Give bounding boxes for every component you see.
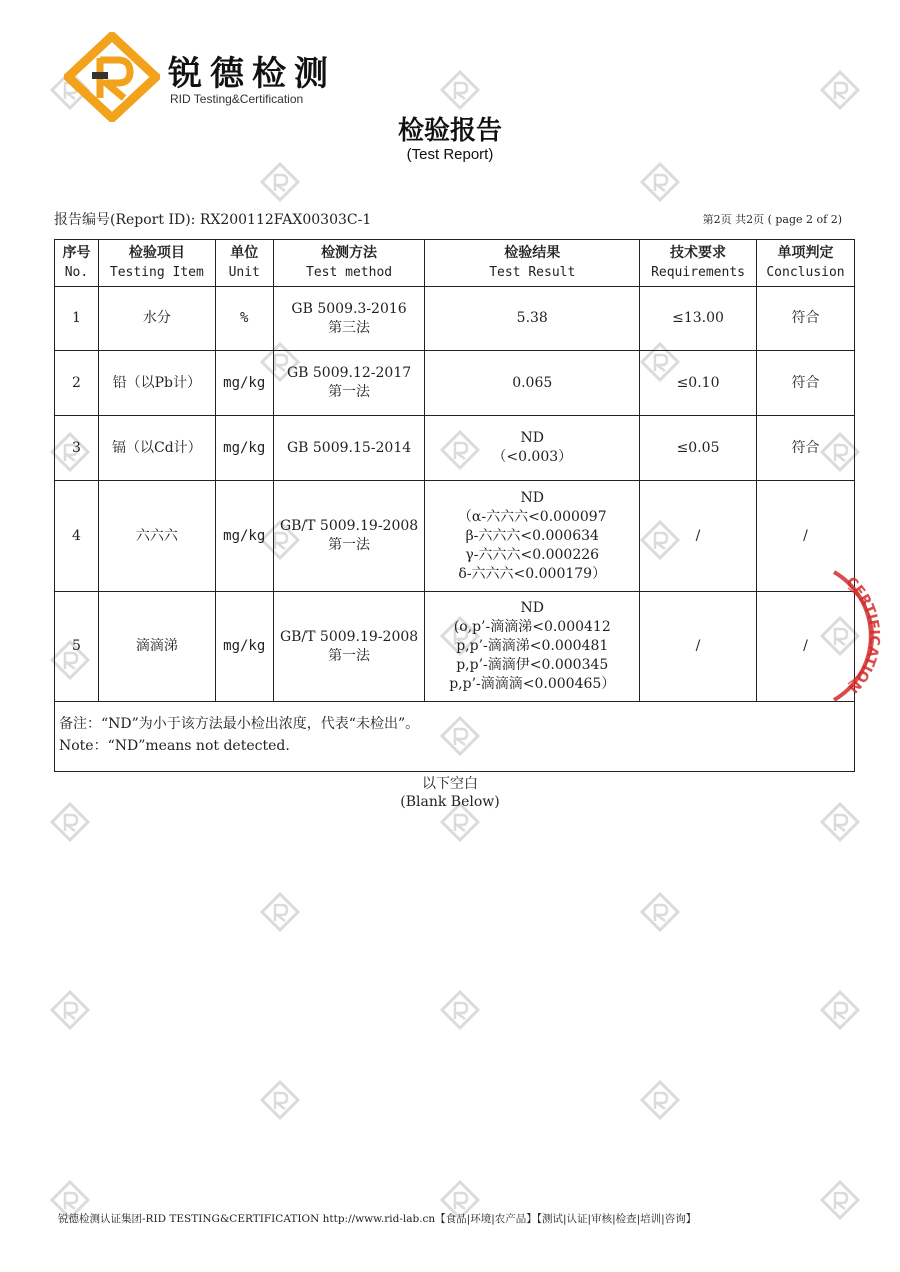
cell-requirements: / xyxy=(640,592,757,702)
cell-item: 水分 xyxy=(98,287,215,351)
cell-result: ND （<0.003） xyxy=(425,416,640,481)
cell-conclusion: / xyxy=(757,592,855,702)
table-header-row xyxy=(55,240,855,287)
rid-logo-icon xyxy=(64,32,160,122)
table-row xyxy=(55,481,855,592)
cell-unit: mg/kg xyxy=(215,481,273,592)
footer: 锐德检测认证集团-RID TESTING&CERTIFICATION http://www.rid-lab.cn【食品|环境|农产品】【测试|认证|审核|检查|培训|咨询】 xyxy=(58,1213,697,1225)
logo-text-cn: 锐德检测 xyxy=(168,54,336,94)
note-cn: 备注：“ND”为小于该方法最小检出浓度，代表“未检出”。 xyxy=(59,716,420,732)
watermark-logo-icon xyxy=(260,1080,300,1120)
cell-method: GB 5009.3-2016 第三法 xyxy=(273,287,425,351)
watermark-logo-icon xyxy=(640,1080,680,1120)
results-table xyxy=(54,239,855,702)
blank-below-en: (Blank Below) xyxy=(400,794,500,810)
cell-requirements: ≤13.00 xyxy=(640,287,757,351)
logo-text-en: RID Testing&Certification xyxy=(170,92,304,106)
page-info: 第2页 共2页 ( page 2 of 2) xyxy=(702,213,842,226)
cell-item: 镉（以Cd计） xyxy=(98,416,215,481)
cell-unit: mg/kg xyxy=(215,351,273,416)
cell-no: 2 xyxy=(55,351,99,416)
watermark-logo-icon xyxy=(50,990,90,1030)
report-subtitle: (Test Report) xyxy=(406,146,494,163)
watermark-logo-icon xyxy=(820,1180,860,1220)
cell-result: ND （α-六六六<0.000097 β-六六六<0.000634 γ-六六六<0.000226 δ-六六六<0.000179） xyxy=(425,481,640,592)
cell-requirements: / xyxy=(640,481,757,592)
watermark-logo-icon xyxy=(820,990,860,1030)
cell-no: 4 xyxy=(55,481,99,592)
note-en: Note：“ND”means not detected. xyxy=(59,738,290,754)
table-row xyxy=(55,287,855,351)
cell-conclusion: / xyxy=(757,481,855,592)
watermark-logo-icon xyxy=(820,70,860,110)
watermark-logo-icon xyxy=(440,990,480,1030)
header-item: 检验项目 Testing Item xyxy=(98,240,215,287)
certification-stamp xyxy=(832,566,892,706)
cell-method: GB 5009.15-2014 xyxy=(273,416,425,481)
watermark-logo-icon xyxy=(640,162,680,202)
table-row xyxy=(55,416,855,481)
svg-text:CERTIFICATION xyxy=(843,574,882,696)
cell-item: 铅（以Pb计） xyxy=(98,351,215,416)
cell-requirements: ≤0.10 xyxy=(640,351,757,416)
watermark-logo-icon xyxy=(640,892,680,932)
cell-conclusion: 符合 xyxy=(757,351,855,416)
watermark-logo-icon xyxy=(440,70,480,110)
cell-unit: mg/kg xyxy=(215,416,273,481)
note-box xyxy=(54,701,855,772)
cell-result: ND (o,p’-滴滴涕<0.000412 p,p’-滴滴涕<0.000481 p,p’-滴滴伊<0.000345 p,p’-滴滴滴<0.000465） xyxy=(425,592,640,702)
header-result: 检验结果 Test Result xyxy=(425,240,640,287)
blank-below xyxy=(0,775,900,811)
cell-requirements: ≤0.05 xyxy=(640,416,757,481)
blank-below-cn: 以下空白 xyxy=(422,776,478,792)
stamp-text: CERTIFICATION xyxy=(842,574,883,696)
cell-no: 5 xyxy=(55,592,99,702)
header-conclusion: 单项判定 Conclusion xyxy=(757,240,855,287)
company-logo xyxy=(64,32,364,122)
cell-method: GB/T 5009.19-2008 第一法 xyxy=(273,592,425,702)
table-row xyxy=(55,592,855,702)
table-row xyxy=(55,351,855,416)
cell-item: 滴滴涕 xyxy=(98,592,215,702)
cell-conclusion: 符合 xyxy=(757,416,855,481)
report-id: 报告编号(Report ID): RX200112FAX00303C-1 xyxy=(54,212,372,228)
header-no: 序号 No. xyxy=(55,240,99,287)
header-method: 检测方法 Test method xyxy=(273,240,425,287)
watermark-logo-icon xyxy=(260,892,300,932)
cell-result: 0.065 xyxy=(425,351,640,416)
report-title: 检验报告 xyxy=(397,116,502,146)
cell-unit: mg/kg xyxy=(215,592,273,702)
cell-result: 5.38 xyxy=(425,287,640,351)
cell-method: GB 5009.12-2017 第一法 xyxy=(273,351,425,416)
header-unit: 单位 Unit xyxy=(215,240,273,287)
cell-method: GB/T 5009.19-2008 第一法 xyxy=(273,481,425,592)
cell-conclusion: 符合 xyxy=(757,287,855,351)
cell-no: 1 xyxy=(55,287,99,351)
cell-item: 六六六 xyxy=(98,481,215,592)
cell-no: 3 xyxy=(55,416,99,481)
header-requirements: 技术要求 Requirements xyxy=(640,240,757,287)
watermark-logo-icon xyxy=(260,162,300,202)
cell-unit: % xyxy=(215,287,273,351)
